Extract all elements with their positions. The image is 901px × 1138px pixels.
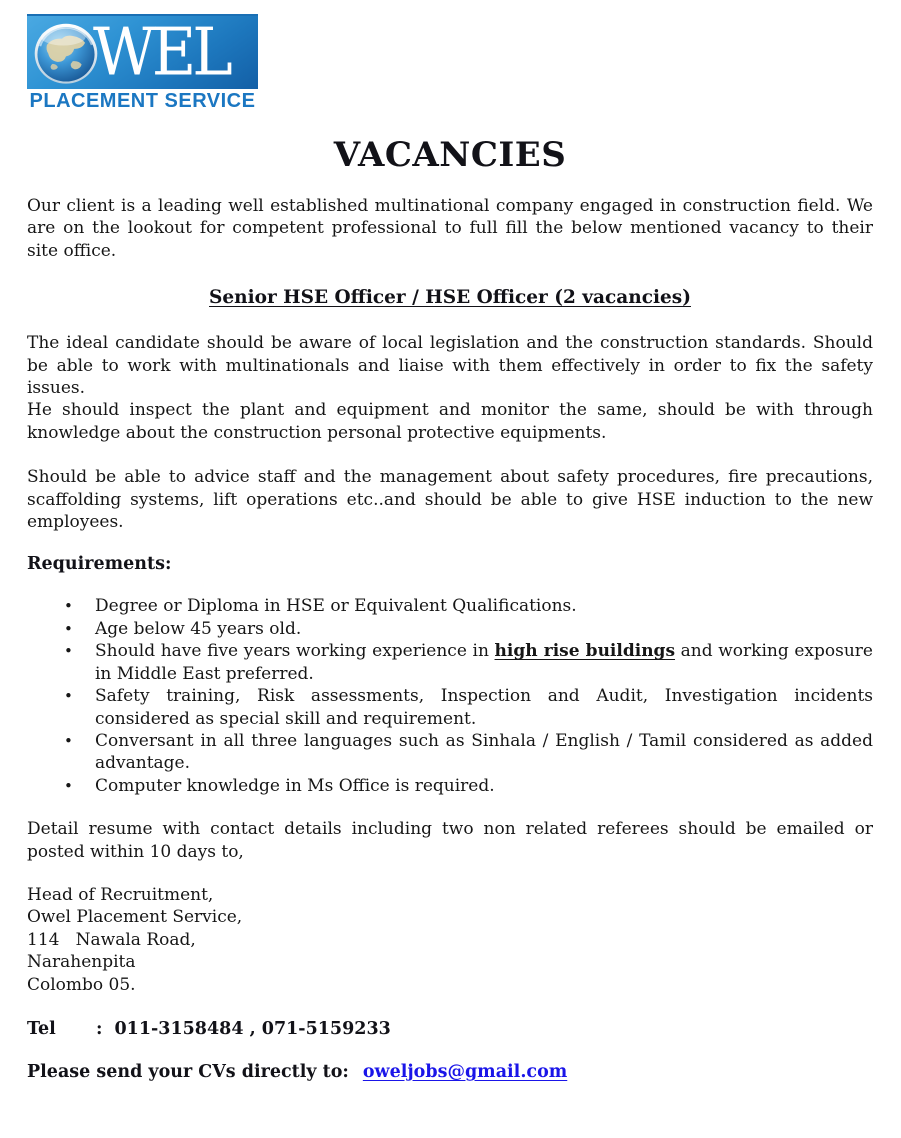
closing-paragraph: Detail resume with contact details including two non related referees should be emailed or posted within 10 days to, bbox=[27, 819, 873, 862]
bullet-icon: • bbox=[64, 642, 73, 661]
address-line: Narahenpita bbox=[27, 952, 136, 973]
candidate-paragraph-1: The ideal candidate should be aware of local legislation and the construction standards. Should be able to work with multinationals and liaise with them effectively in order to fix the safety issues. bbox=[27, 333, 873, 399]
telephone-separator: : bbox=[96, 1018, 103, 1039]
requirement-text: Degree or Diploma in HSE or Equivalent Qualifications. bbox=[95, 596, 577, 617]
requirement-text: Computer knowledge in Ms Office is required. bbox=[95, 775, 495, 796]
address-line: Owel Placement Service, bbox=[27, 907, 243, 928]
list-item bbox=[27, 775, 873, 797]
requirement-text: and working exposure in Middle East preferred. bbox=[95, 641, 873, 684]
requirements-label: Requirements: bbox=[27, 554, 172, 575]
list-item bbox=[27, 730, 873, 775]
list-item bbox=[27, 595, 873, 617]
address-line: 114 Nawala Road, bbox=[27, 929, 196, 950]
email-link[interactable]: oweljobs@gmail.com bbox=[362, 1061, 568, 1082]
bullet-icon: • bbox=[64, 776, 73, 795]
advice-paragraph: Should be able to advice staff and the management about safety procedures, fire precautions, scaffolding systems, lift operations etc..and should be able to give HSE induction to the new employees. bbox=[27, 467, 873, 533]
company-logo bbox=[27, 14, 258, 113]
vacancy-heading: Senior HSE Officer / HSE Officer (2 vacancies) bbox=[209, 287, 691, 309]
globe-icon bbox=[31, 19, 101, 87]
requirement-text: Safety training, Risk assessments, Inspection and Audit, Investigation incidents considered as special skill and requirement. bbox=[95, 686, 873, 729]
logo-panel bbox=[27, 14, 258, 89]
requirement-text: Should have five years working experience in bbox=[95, 641, 495, 662]
telephone-numbers: 011-3158484 , 071-5159233 bbox=[114, 1018, 391, 1039]
page-title: VACANCIES bbox=[333, 135, 567, 175]
address-line: Head of Recruitment, bbox=[27, 884, 214, 905]
requirement-text: Conversant in all three languages such as Sinhala / English / Tamil considered as added advantage. bbox=[95, 730, 873, 774]
logo-tagline: PLACEMENT SERVICE bbox=[29, 90, 256, 112]
telephone-line bbox=[27, 1019, 873, 1039]
intro-paragraph: Our client is a leading well established multinational company engaged in construction field. We are on the lookout for competent professional to full fill the below mentioned vacancy to their site office. bbox=[27, 196, 873, 261]
list-item bbox=[27, 685, 873, 730]
telephone-label: Tel bbox=[27, 1018, 56, 1039]
address-block bbox=[27, 884, 873, 996]
address-line: Colombo 05. bbox=[27, 974, 136, 995]
requirements-list bbox=[27, 595, 873, 797]
list-item bbox=[27, 618, 873, 640]
list-item bbox=[27, 640, 873, 685]
bullet-icon: • bbox=[64, 619, 73, 638]
candidate-paragraph-2: He should inspect the plant and equipment and monitor the same, should be with through knowledge about the construction personal protective equipments. bbox=[27, 400, 873, 443]
cv-label: Please send your CVs directly to: bbox=[27, 1061, 349, 1082]
requirement-highlight: high rise buildings bbox=[494, 641, 676, 662]
bullet-icon: • bbox=[64, 597, 73, 616]
bullet-icon: • bbox=[64, 731, 73, 750]
cv-email-line bbox=[27, 1062, 873, 1082]
bullet-icon: • bbox=[64, 687, 73, 706]
requirement-text: Age below 45 years old. bbox=[95, 618, 302, 639]
brand-letters: WEL bbox=[93, 14, 229, 89]
